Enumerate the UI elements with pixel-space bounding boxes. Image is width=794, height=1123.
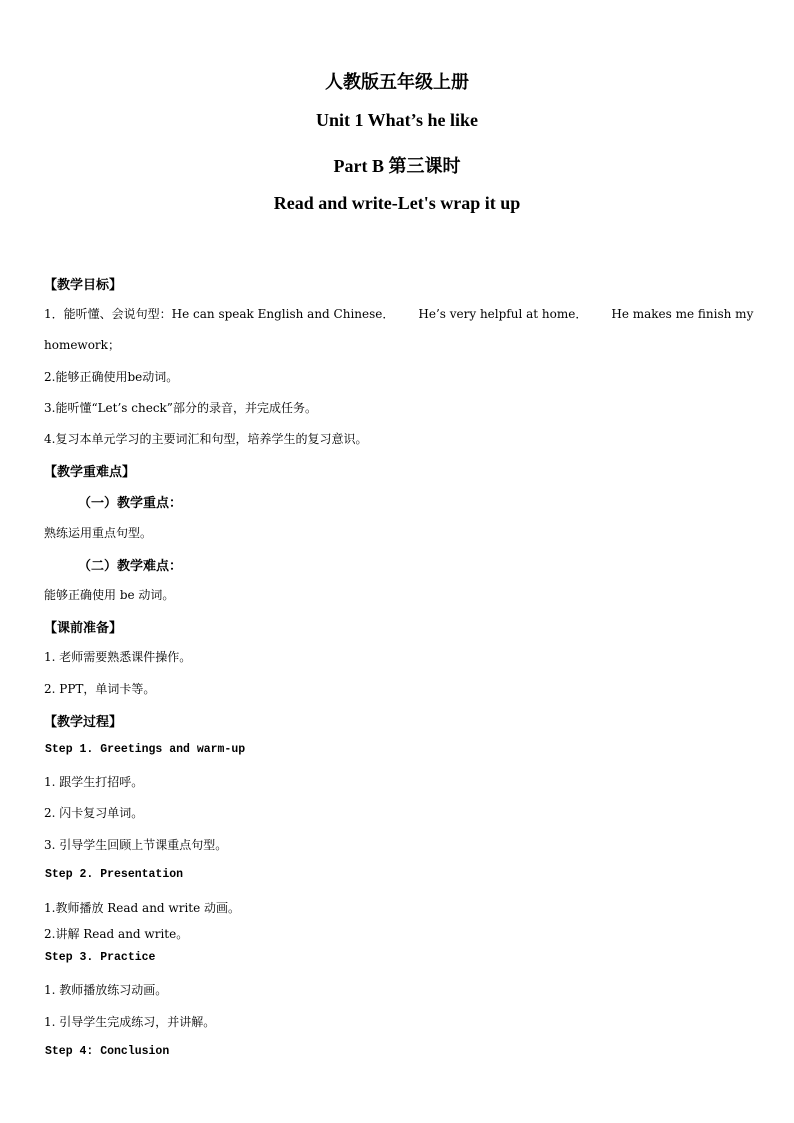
list-item: 1. 引导学生完成练习，并讲解。 xyxy=(44,1015,216,1029)
difficulty-text: 能够正确使用 be 动词。 xyxy=(44,588,175,602)
preparation-item-1: 1. 老师需要熟悉课件操作。 xyxy=(44,650,192,664)
objective-item-1-continued: homework； xyxy=(44,338,120,352)
key-point-text: 熟练运用重点句型。 xyxy=(44,526,153,540)
list-item: 1.教师播放 Read and write 动画。 xyxy=(44,901,241,915)
part-title: Part B 第三课时 xyxy=(333,156,461,176)
step-1-title: Step 1. Greetings and warm-up xyxy=(45,743,246,756)
step-2-title: Step 2. Presentation xyxy=(45,868,184,881)
step-4-title: Step 4: Conclusion xyxy=(45,1045,170,1058)
key-points-heading: 【教学重难点】 xyxy=(44,465,136,480)
step-3-title: Step 3. Practice xyxy=(45,951,156,964)
objective-item-1 xyxy=(44,305,753,322)
objective-1-sentence-2: He’s very helpful at home． xyxy=(418,307,588,321)
list-item: 1. 教师播放练习动画。 xyxy=(44,983,168,997)
preparation-heading: 【课前准备】 xyxy=(44,621,123,636)
preparation-item-2: 2. PPT，单词卡等。 xyxy=(44,682,156,696)
objective-1-prefix: 1．能听懂、会说句型： xyxy=(44,307,172,321)
objective-item-2: 2.能够正确使用be动词。 xyxy=(44,370,179,384)
unit-title: Unit 1 What’s he like xyxy=(315,110,479,130)
key-point-subheading: （一）教学重点： xyxy=(78,496,183,511)
objective-item-3: 3.能听懂“Let’s check”部分的录音，并完成任务。 xyxy=(44,401,317,415)
list-item: 1. 跟学生打招呼。 xyxy=(44,775,144,789)
document-title: 人教版五年级上册 xyxy=(325,72,469,92)
objectives-heading: 【教学目标】 xyxy=(44,278,123,293)
objective-item-4: 4.复习本单元学习的主要词汇和句型，培养学生的复习意识。 xyxy=(44,432,368,446)
process-heading: 【教学过程】 xyxy=(44,715,123,730)
objective-1-sentence-3: He makes me finish my xyxy=(611,307,754,321)
lesson-title: Read and write-Let's wrap it up xyxy=(273,193,521,213)
difficulty-subheading: （二）教学难点： xyxy=(78,559,183,574)
list-item: 2. 闪卡复习单词。 xyxy=(44,806,144,820)
list-item: 2.讲解 Read and write。 xyxy=(44,927,189,941)
list-item: 3. 引导学生回顾上节课重点句型。 xyxy=(44,838,228,852)
objective-1-sentence-1: He can speak English and Chinese． xyxy=(171,307,395,321)
